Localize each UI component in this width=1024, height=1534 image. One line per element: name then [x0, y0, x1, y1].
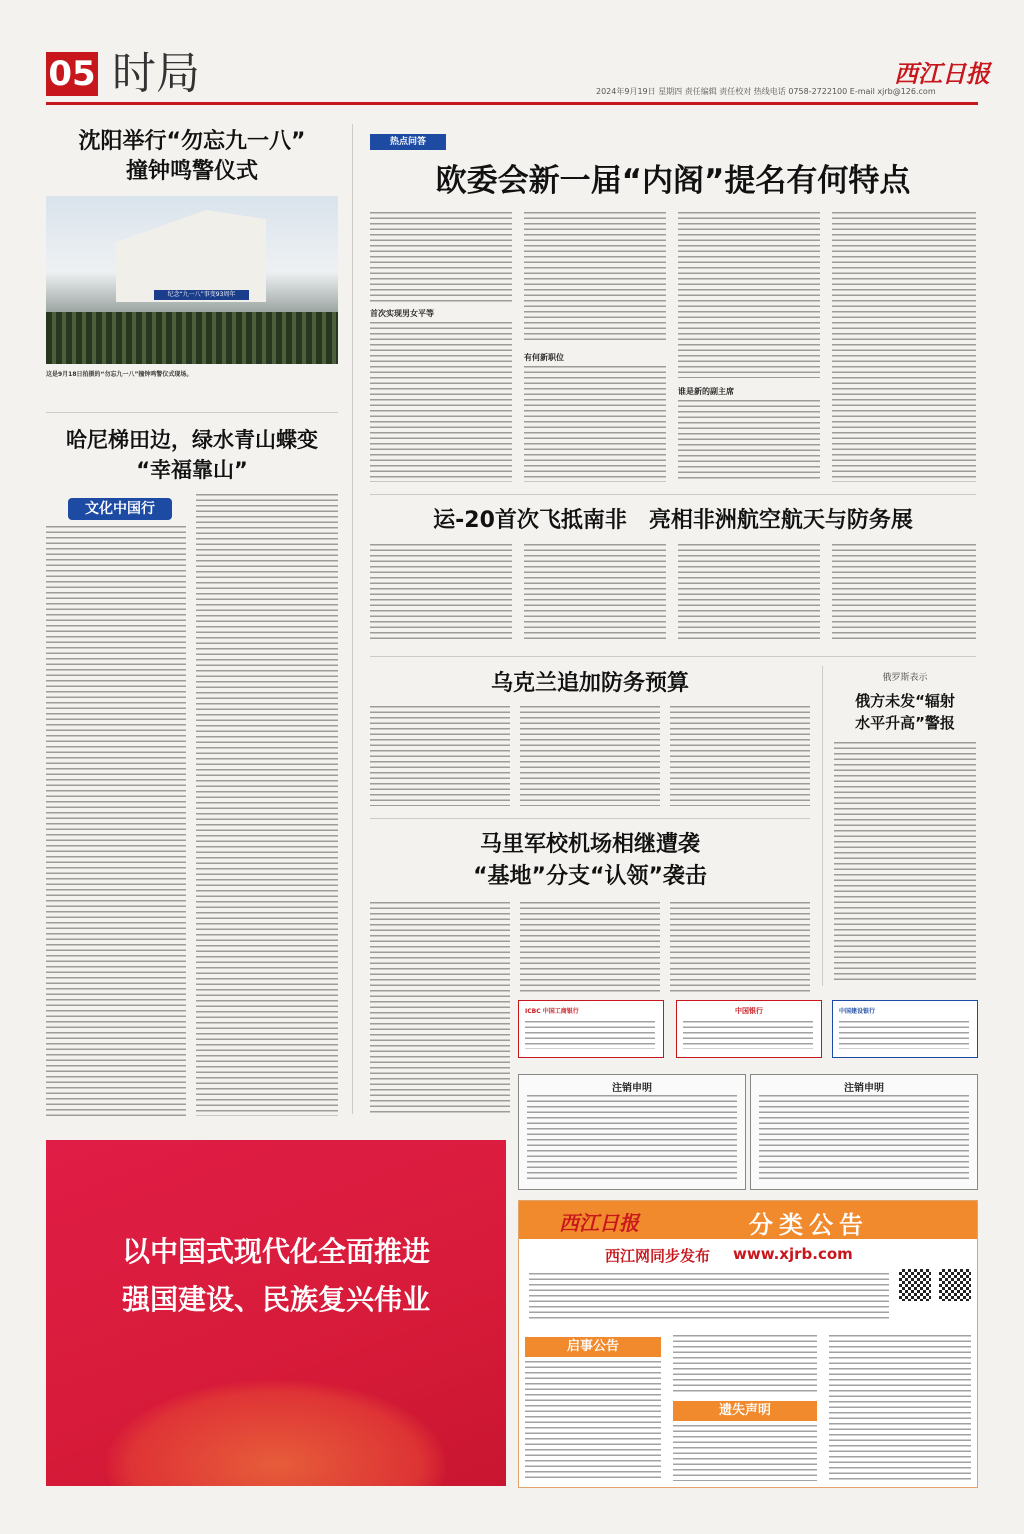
- main-subhead1: 首次实现男女平等: [370, 309, 434, 318]
- main-text-col3a: [678, 212, 820, 378]
- photo-banner: 纪念“九一八”事变93周年: [154, 290, 249, 300]
- banner-line1: 以中国式现代化全面推进: [121, 1235, 430, 1268]
- monument-shape: [116, 210, 266, 302]
- main-text-col2b: [524, 366, 666, 482]
- sunrise-shape: [106, 1380, 446, 1486]
- notice-title-1: 注销申明: [612, 1083, 652, 1094]
- main-text-col2a: [524, 212, 666, 344]
- slogan-banner: [46, 1140, 506, 1486]
- column-rule: [822, 666, 823, 986]
- tab-notice[interactable]: 启事公告: [525, 1337, 661, 1357]
- classified-sync: 西江网同步发布: [605, 1247, 711, 1265]
- page-number: 05: [46, 52, 98, 96]
- ad-icbc[interactable]: [518, 1000, 664, 1058]
- main-text-col1a: [370, 212, 512, 304]
- header-rule: [46, 102, 978, 105]
- story2-title-line1: 哈尼梯田边，绿水青山蝶变: [66, 428, 318, 452]
- mali-text-col2: [520, 902, 660, 994]
- divider: [370, 818, 810, 819]
- lost-tab-text: [673, 1425, 817, 1481]
- yun20-text-col2: [524, 544, 666, 642]
- yun20-text-col3: [678, 544, 820, 642]
- ad-icbc-logo: ICBC 中国工商银行: [525, 1008, 579, 1015]
- classified-section: [518, 1200, 978, 1488]
- banner-line2: 强国建设、民族复兴伟业: [121, 1283, 430, 1316]
- qr-code-1-icon: [897, 1267, 933, 1303]
- section-title: 时局: [112, 48, 200, 99]
- notice-text-1: [527, 1095, 737, 1183]
- ukraine-text-col1: [370, 706, 510, 806]
- classified-title: 分类公告: [749, 1211, 869, 1239]
- notice-text-2: [759, 1095, 969, 1183]
- story2-text-col1: [46, 526, 186, 1116]
- date-line: 2024年9月19日 星期四 责任编辑 责任校对 热线电话 0758-2722100 E-mail xjrb@126.com: [596, 87, 936, 96]
- mali-title-line1: 马里军校机场相继遭袭: [479, 832, 700, 857]
- main-story-title: 欧委会新一届“内阁”提名有何特点: [435, 163, 911, 199]
- russia-kicker: 俄罗斯表示: [882, 673, 928, 683]
- qr-code-2-icon: [937, 1267, 973, 1303]
- yun20-text-col1: [370, 544, 512, 642]
- crowd-shape: [46, 312, 338, 364]
- ad-boc-logo: 中国银行: [735, 1007, 763, 1015]
- story2-text-col2: [196, 494, 338, 1116]
- photo-caption: 这是9月18日拍摄的“勿忘九一八”撞钟鸣警仪式现场。: [46, 371, 193, 378]
- mali-title-line2: “基地”分支“认领”袭击: [473, 864, 707, 889]
- notice-box-2: [750, 1074, 978, 1190]
- russia-title-line2: 水平升高”警报: [855, 714, 955, 732]
- main-text-col1b: [370, 322, 512, 482]
- mid-column-text: [673, 1335, 817, 1395]
- main-text-col3b: [678, 400, 820, 482]
- russia-title-line1: 俄方未发“辐射: [855, 692, 955, 710]
- culture-tag: 文化中国行: [68, 498, 172, 520]
- ad-ccb-logo: 中国建设银行: [839, 1008, 876, 1015]
- ceremony-photo: [46, 196, 338, 364]
- tab-lost[interactable]: 遗失声明: [673, 1401, 817, 1421]
- main-subhead3: 谁是新的副主席: [678, 387, 734, 396]
- story2-title-line2: “幸福靠山”: [136, 458, 248, 482]
- divider: [370, 656, 976, 657]
- main-subhead2: 有何新职位: [524, 353, 564, 362]
- yun20-text-col4: [832, 544, 976, 642]
- notice-tab-text: [525, 1361, 661, 1481]
- russia-text: [834, 742, 976, 982]
- main-text-col4: [832, 212, 976, 482]
- classified-url[interactable]: www.xjrb.com: [733, 1245, 853, 1263]
- ukraine-title: 乌克兰追加防务预算: [490, 671, 689, 696]
- classified-contact-text: [529, 1273, 889, 1321]
- ukraine-text-col3: [670, 706, 810, 806]
- divider: [46, 412, 338, 413]
- ad-ccb[interactable]: [832, 1000, 978, 1058]
- ad-icbc-text: [525, 1021, 655, 1049]
- hot-qa-tag: 热点问答: [370, 134, 446, 150]
- right-column-text: [829, 1335, 971, 1481]
- mali-text-col1: [370, 902, 510, 1114]
- divider: [370, 494, 976, 495]
- story1-title-line1: 沈阳举行“勿忘九一八”: [78, 129, 306, 154]
- notice-title-2: 注销申明: [844, 1083, 884, 1094]
- story1-title-line2: 撞钟鸣警仪式: [125, 159, 258, 184]
- ad-ccb-text: [839, 1021, 969, 1049]
- notice-box-1: [518, 1074, 746, 1190]
- ad-boc-text: [683, 1021, 813, 1049]
- masthead-logo: 西江日报: [894, 59, 990, 88]
- yun20-title: 运-20首次飞抵南非 亮相非洲航空航天与防务展: [433, 508, 913, 533]
- ukraine-text-col2: [520, 706, 660, 806]
- mali-text-col3: [670, 902, 810, 994]
- column-rule: [352, 124, 353, 1114]
- ad-boc[interactable]: [676, 1000, 822, 1058]
- classified-logo: 西江日报: [559, 1211, 639, 1235]
- classified-header: [519, 1201, 977, 1239]
